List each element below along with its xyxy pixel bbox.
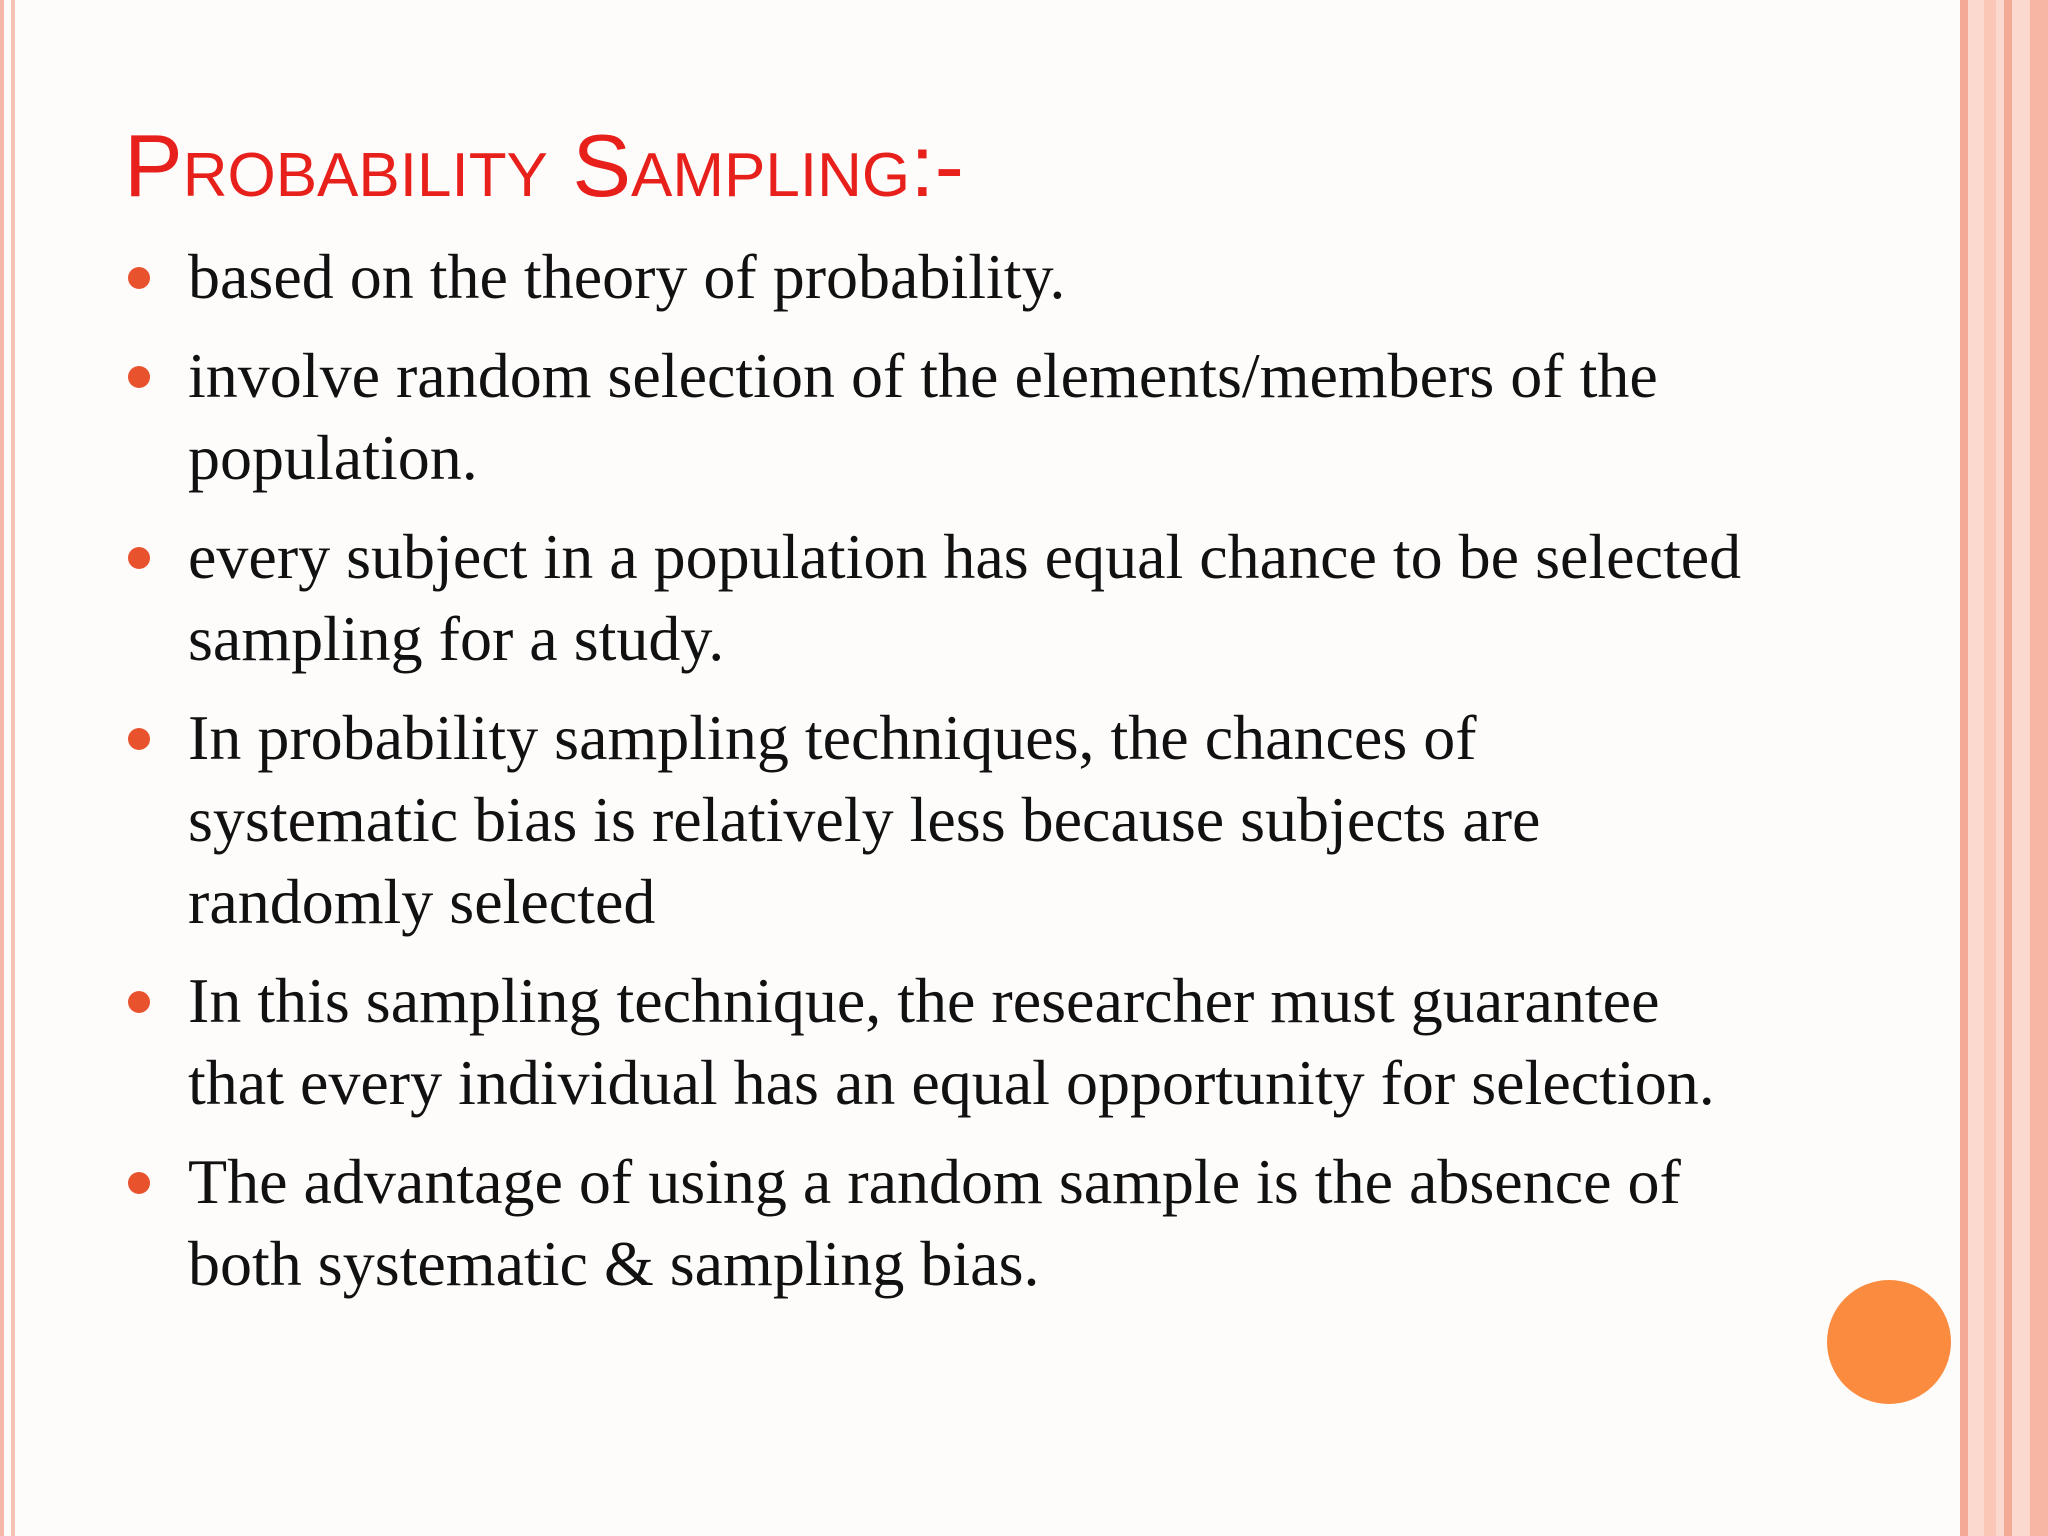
bullet-dot-icon bbox=[128, 267, 150, 289]
decorative-circle-icon bbox=[1827, 1280, 1951, 1404]
bullet-text: every subject in a population has equal chance to be selected sampling for a study. bbox=[188, 521, 1742, 674]
bullet-dot-icon bbox=[128, 991, 150, 1013]
bullet-dot-icon bbox=[128, 547, 150, 569]
bullet-item bbox=[0, 335, 1760, 499]
bullet-item bbox=[0, 1141, 1760, 1305]
right-border-stripe bbox=[2030, 0, 2048, 1536]
right-border-stripe bbox=[2004, 0, 2012, 1536]
right-border-stripe bbox=[1960, 0, 1968, 1536]
bullet-dot-icon bbox=[128, 1172, 150, 1194]
right-border-stripe bbox=[1984, 0, 1996, 1536]
bullet-dot-icon bbox=[128, 728, 150, 750]
bullet-dot-icon bbox=[128, 366, 150, 388]
bullet-text: In probability sampling techniques, the chances of systematic bias is relatively less because subjects are randomly selected bbox=[188, 702, 1541, 937]
slide-title: Probability Sampling:- bbox=[124, 116, 964, 215]
bullet-item bbox=[0, 960, 1760, 1124]
bullet-text: involve random selection of the elements/members of the population. bbox=[188, 340, 1658, 493]
bullet-item bbox=[0, 516, 1760, 680]
bullet-text: In this sampling technique, the researcher must guarantee that every individual has an equal opportunity for selection. bbox=[188, 965, 1715, 1118]
bullet-item bbox=[0, 236, 1760, 318]
bullet-item bbox=[0, 697, 1760, 943]
bullet-list bbox=[0, 236, 1760, 1322]
bullet-text: The advantage of using a random sample is the absence of both systematic & sampling bias. bbox=[188, 1146, 1681, 1299]
bullet-text: based on the theory of probability. bbox=[188, 241, 1066, 312]
